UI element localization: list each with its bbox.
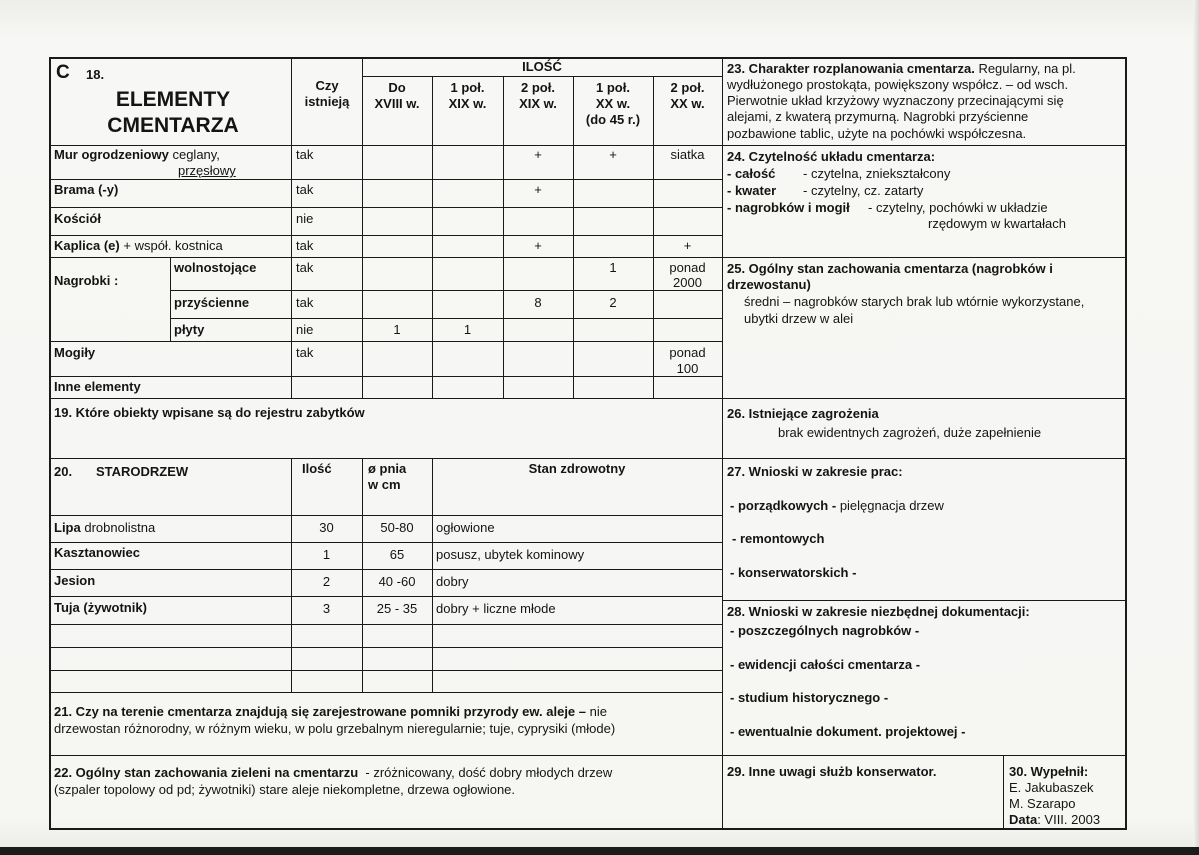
grid-line [503,76,504,398]
col-exists-line2: istnieją [304,94,350,109]
cell-exists: tak [296,182,314,197]
grid-line [50,670,722,671]
q23-question: 23. Charakter rozplanowania cmentarza. Regularny, na pl. [727,61,1076,76]
q24-label: 24. Czytelność układu cmentarza: [727,149,936,164]
cell-value: + [683,238,692,253]
grid-line [50,458,1127,459]
grid-line [50,515,722,516]
q21-question: 21. Czy na terenie cmentarza znajdują się zarejestrowane pomniki przyrody ew. aleje – nie [54,704,607,719]
row-label-wall: Mur ogrodzeniowy ceglany, [54,147,220,162]
grid-line [170,290,722,291]
grid-line [50,179,722,180]
grid-line [170,318,722,319]
grid-line [50,624,722,625]
tree-name: Jesion [54,573,96,588]
tree-health: posusz, ubytek kominowy [436,547,585,562]
col-period-label: XX w. [595,96,631,111]
grid-line [50,235,722,236]
q19-label: 19. Które obiekty wpisane są do rejestru zabytków [54,405,365,420]
scanner-edge-bottom [0,847,1199,855]
cell-value: 2000 [673,275,702,290]
cell-value: 1 [463,322,472,337]
col-period-label: XIX w. [519,96,557,111]
cell-value: siatka [670,147,705,162]
q24-item-value: - czytelny, pochówki w układzie [868,200,1048,215]
q24-item-label: - kwater [727,183,777,198]
col-exists-line1: Czy [315,78,339,93]
col-period-label: XVIII w. [374,96,420,111]
grid-line [50,398,1127,399]
q24-item-label: - całość [727,166,776,181]
grid-line [432,458,433,692]
q28-item: - poszczególnych nagrobków - [730,623,920,638]
cell-value: 2 [609,295,617,310]
q20-number: 20. [54,464,73,479]
q26-answer: brak ewidentnych zagrożeń, duże zapełnienie [778,425,1042,440]
tree-name: Tuja (żywotnik) [54,600,147,615]
row-label-chapel: Kaplica (e) + współ. kostnica [54,238,223,253]
tree-health: ogłowione [436,520,495,535]
q24-item-label: - nagrobków i mogił [727,200,850,215]
q23-answer-line: Pierwotnie układ krzyżowy wyznaczony przecinającymi się [727,93,1064,108]
row-label-gate: Brama (-y) [54,182,119,197]
q28-item: - ewidencji całości cmentarza - [730,657,921,672]
grid-line [50,207,722,208]
grid-line [722,600,1127,601]
q30-date: Data: VIII. 2003 [1009,812,1101,827]
q27-label: 27. Wnioski w zakresie prac: [727,464,903,479]
grid-line [50,257,722,258]
q21-answer: drzewostan różnorodny, w różnym wieku, w polu grzebalnym nieregularnie; tuje, cyprysiki (młode) [54,721,616,736]
cell-value: + [534,147,542,162]
q24-item-value: - czytelny, cz. zatarty [803,183,924,198]
q25-label: drzewostanu) [727,277,811,292]
tree-count: 2 [322,574,331,589]
col-period-label: 1 poł. [450,80,485,95]
col-period-label: 2 poł. [521,80,555,95]
cell-exists: tak [296,238,314,253]
section-title-line2: CMENTARZA [107,114,239,137]
q23-answer-line: wydłużonego prostokąta, powiększony współcz. – od wsch. [727,77,1069,92]
row-label-slabs: płyty [174,322,205,337]
grid-line [722,57,723,830]
q25-answer: ubytki drzew w alei [744,311,854,326]
grid-line [50,755,1127,756]
cell-exists: tak [296,147,314,162]
cell-value: ponad [669,345,706,360]
cell-value: 8 [534,295,542,310]
cell-value: + [609,147,617,162]
q25-label: 25. Ogólny stan zachowania cmentarza (nagrobków i [727,261,1053,276]
col-period-label: XX w. [670,96,705,111]
grid-line [50,692,722,693]
tree-health: dobry [436,574,469,589]
quantity-header: ILOŚĆ [522,59,562,74]
q22-question: 22. Ogólny stan zachowania zieleni na cmentarzu - zróżnicowany, dość dobry młodych drzew [54,765,613,780]
q30-label: 30. Wypełnił: [1009,764,1089,779]
cell-exists: tak [296,295,314,310]
tree-name: Kasztanowiec [54,545,140,560]
grid-line [50,376,722,377]
row-label-other: Inne elementy [54,379,141,394]
grid-line [50,569,722,570]
grid-line [170,257,171,341]
q20-label: STARODRZEW [96,464,189,479]
q27-item: - konserwatorskich - [730,565,857,580]
grid-line [722,257,1127,258]
q28-label: 28. Wnioski w zakresie niezbędnej dokumentacji: [727,604,1030,619]
q28-item: - ewentualnie dokument. projektowej - [730,724,966,739]
q28-item: - studium historycznego - [730,690,889,705]
col-health: Stan zdrowotny [528,461,626,476]
tree-diameter: 65 [389,547,405,562]
grid-line [50,542,722,543]
tree-name: Lipa drobnolistna [54,520,156,535]
cell-value: + [534,238,542,253]
section-title-line1: ELEMENTY [115,88,231,111]
row-label-wall-sub: przęsłowy [178,163,236,178]
tree-diameter: 50-80 [380,520,414,535]
row-label-wall-mounted: przyścienne [174,295,250,310]
form-section-number: 18. [86,67,105,82]
tree-health: dobry + liczne młode [436,601,556,616]
row-label-church: Kościół [54,211,101,226]
col-diameter-line2: w cm [368,477,401,492]
col-diameter-line1: ø pnia [368,461,407,476]
cell-value: + [534,182,542,197]
tree-count: 1 [322,547,331,562]
grid-line [50,647,722,648]
col-period-label: 2 poł. [670,80,705,95]
row-label-freestanding: wolnostojące [174,260,257,275]
grid-line [50,596,722,597]
grid-line [722,145,1127,146]
cell-value: ponad [669,260,706,275]
tree-diameter: 40 -60 [378,574,416,589]
col-count: Ilość [302,461,332,476]
grid-line [362,76,722,77]
cell-value: 1 [609,260,617,275]
q24-item-value: rzędowym w kwartałach [928,216,1066,231]
cell-exists: nie [296,211,314,226]
paper-edge-right [1193,0,1199,855]
q29-label: 29. Inne uwagi służb konserwator. [727,764,937,779]
cell-exists: nie [296,322,314,337]
q30-name: M. Szarapo [1009,796,1076,811]
col-period-label: 1 poł. [596,80,630,95]
q24-item-value: - czytelna, zniekształcony [803,166,951,181]
row-label-tombstones: Nagrobki : [54,273,119,288]
q25-answer: średni – nagrobków starych brak lub wtórnie wykorzystane, [744,294,1085,309]
q22-answer: (szpaler topolowy od pd; żywotniki) stare aleje niekompletne, drzewa ogłowione. [54,782,516,797]
grid-line [432,76,433,398]
col-period-label: Do [388,80,406,95]
tree-count: 30 [319,520,334,535]
q23-answer-line: pozbawione tablic, użyte na pochówki współczesna. [727,126,1027,141]
form-code: C [56,62,70,83]
cell-value: 1 [393,322,401,337]
cell-exists: tak [296,345,314,360]
col-period-label: (do 45 r.) [585,112,641,127]
q27-item: - porządkowych - pielęgnacja drzew [730,498,944,513]
q26-label: 26. Istniejące zagrożenia [727,406,879,421]
tree-count: 3 [322,601,331,616]
q27-item: - remontowych [732,531,825,546]
cell-exists: tak [296,260,314,275]
grid-line [50,145,722,146]
cell-value: 100 [676,361,699,376]
grid-line [1003,755,1004,830]
tree-diameter: 25 - 35 [376,601,418,616]
grid-line [50,341,722,342]
row-label-graves: Mogiły [54,345,96,360]
col-period-label: XIX w. [448,96,487,111]
q30-name: E. Jakubaszek [1009,780,1094,795]
q23-answer-line: alejami, z kwaterą przymurną. Nagrobki przyścienne [727,109,1029,124]
